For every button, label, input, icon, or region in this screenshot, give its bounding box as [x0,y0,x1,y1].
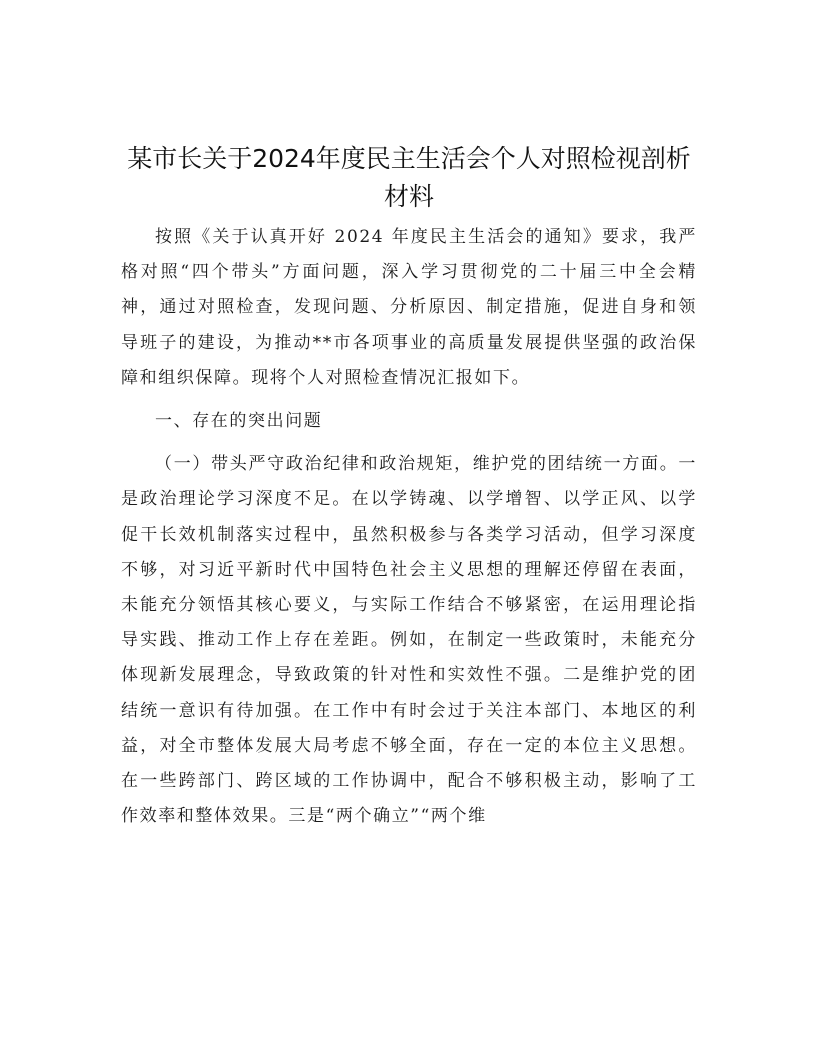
document-title: 某市长关于2024年度民主生活会个人对照检视剖析材料 [127,144,691,211]
section-heading: 一、存在的突出问题 [155,411,323,432]
intro-paragraph: 按照《关于认真开好 2024 年度民主生活会的通知》要求，我严格对照“四个带头”方面问题，深入学习贯彻党的二十届三中全会精神，通过对照检查，发现问题、分析原因、制定措施，促进自身和领导班子的建设，为推动**市各项事业的高质量发展提供坚强的政治保障和组织保障。现将个人对照检查情况汇报如下。 [121,227,697,388]
document-body [121,140,697,834]
section-paragraph: （一）带头严守政治纪律和政治规矩，维护党的团结统一方面。一是政治理论学习深度不足。在以学铸魂、以学增智、以学正风、以学促干长效机制落实过程中，虽然积极参与各类学习活动，但学习深度不够，对习近平新时代中国特色社会主义思想的理解还停留在表面，未能充分领悟其核心要义，与实际工作结合不够紧密，在运用理论指导实践、推动工作上存在差距。例如，在制定一些政策时，未能充分体现新发展理念，导致政策的针对性和实效性不强。二是维护党的团结统一意识有待加强。在工作中有时会过于关注本部门、本地区的利益，对全市整体发展大局考虑不够全面，存在一定的本位主义思想。在一些跨部门、跨区域的工作协调中，配合不够积极主动，影响了工作效率和整体效果。三是“两个确立”“两个维 [121,454,697,827]
